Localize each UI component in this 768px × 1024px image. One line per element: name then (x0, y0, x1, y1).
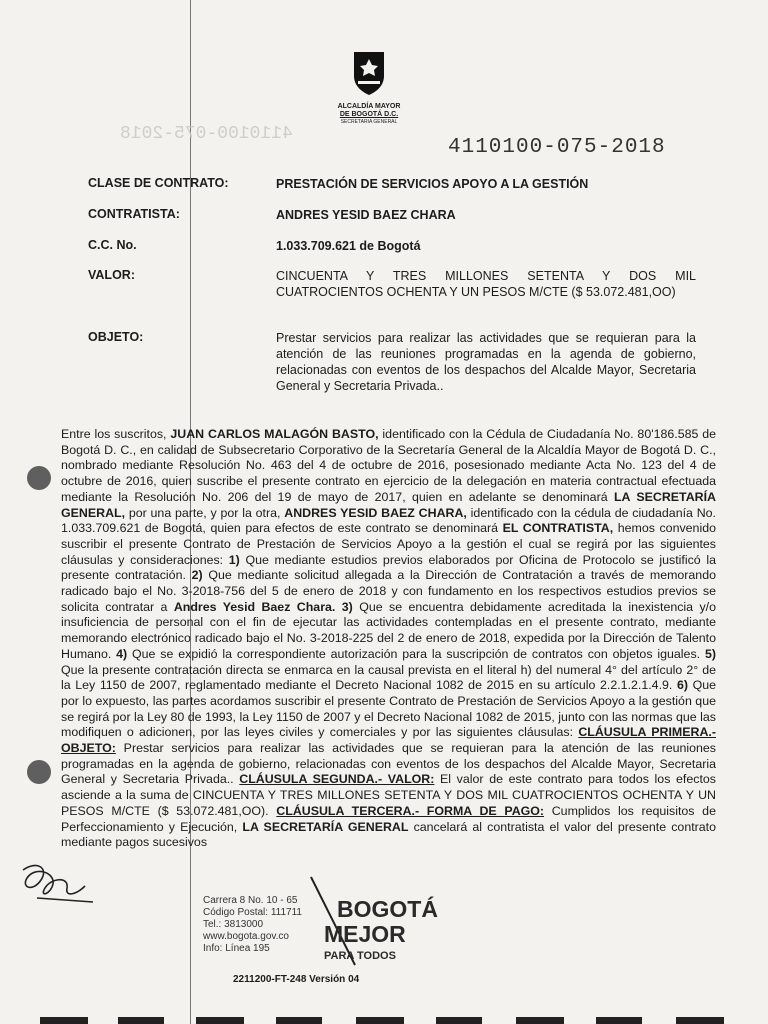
field-value: ANDRES YESID BAEZ CHARA (276, 208, 456, 222)
scan-edge-mark (436, 1017, 482, 1024)
scan-edge-mark (676, 1017, 724, 1024)
bogota-mejor-logo (307, 875, 438, 967)
svg-text:PARA TODOS: PARA TODOS (324, 950, 396, 962)
contract-body: Entre los suscritos, JUAN CARLOS MALAGÓN BASTO, identificado con la Cédula de Ciudadanía No. 80'186.585 de Bogotá D. C., en calidad de Subsecretario Corporativo de la Secretaría General de la Alcaldía Mayor de Bogotá D. C., nombrado mediante Resolución No. 463 del 4 de octubre de 2016, posesionado mediante Acta No. 123 del 4 de octubre de 2016, quien suscribe el presente contrato en ejercicio de la delegación en materia contractual efectuada mediante la Resolución No. 206 del 19 de mayo de 2017, quien en adelante se denominará LA SECRETARÍA GENERAL, por una parte, y por la otra, ANDRES YESID BAEZ CHARA, identificado con la cédula de ciudadanía No. 1.033.709.621 de Bogotá, quien para efectos de este contrato se denominará EL CONTRATISTA, hemos convenido suscribir el presente Contrato de Prestación de Servicios Apoyo a la gestión el cual se regirá por las siguientes cláusulas y consideraciones: 1) Que mediante estudios previos elaborados por Oficina de Protocolo se justificó la presente contratación. 2) Que mediante solicitud allegada a la Dirección de Contratación a través de memorando radicado bajo el No. 3-2018-756 del 5 de enero de 2018 y con fundamento en los respectivos estudios previos se solicita contratar a Andres Yesid Baez Chara. 3) Que se encuentra debidamente acreditada la inexistencia y/o insuficiencia de personal con el fin de ejecutar las actividades contempladas en el presente contrato, mediante memorando electrónico radicado bajo el No. 3-2018-225 del 2 de enero de 2018, expedida por la Dirección de Talento Humano. 4) Que se expidió la correspondiente autorización para la suscripción de contratos con objetos iguales. 5) Que la presente contratación directa se enmarca en la causal prevista en el literal h) del numeral 4° del artículo 2° de la Ley 1150 de 2007, reglamentado mediante el Decreto Nacional 1082 de 2015 en su artículo 2.2.1.2.1.4.9. 6) Que por lo expuesto, las partes acordamos suscribir el presente Contrato de Prestación de Servicios Apoyo a la gestión que se regirá por la Ley 80 de 1993, la Ley 1150 de 2007 y el Decreto Nacional 1082 de 2015, junto con las normas que las modifiquen o adicionen, por las leyes civiles y comerciales y por las siguientes cláusulas: CLÁUSULA PRIMERA.- OBJETO: Prestar servicios para realizar las actividades que se requieran para la atención de las reuniones programadas en la agenda de gobierno, relacionadas con eventos de los despachos del Alcalde Mayor, Secretaria General y Secretaria Privada.. CLÁUSULA SEGUNDA.- VALOR: El valor de este contrato para todos los efectos asciende a la suma de CINCUENTA Y TRES MILLONES SETENTA Y DOS MIL CUATROCIENTOS OCHENTA Y UN PESOS M/CTE ($ 53.072.481,OO). CLÁUSULA TERCERA.- FORMA DE PAGO: Cumplidos los requisitos de Perfeccionamiento y Ejecución, LA SECRETARÍA GENERAL cancelará al contratista el valor del presente contrato mediante pagos sucesivos (61, 427, 717, 850)
scan-edge-mark (40, 1017, 88, 1024)
bleed-through-number: 4110100-075-2018 (120, 124, 293, 144)
punch-hole (27, 760, 51, 784)
entity-name-line2: DE BOGOTÁ D.C. (339, 111, 399, 118)
scan-edge-mark (356, 1017, 404, 1024)
field-label: CLASE DE CONTRATO: (88, 176, 229, 190)
signature-icon (15, 858, 97, 908)
svg-text:BOGOTÁ: BOGOTÁ (337, 896, 438, 922)
field-label: CONTRATISTA: (88, 207, 180, 221)
scan-edge-mark (596, 1017, 642, 1024)
field-value: 1.033.709.621 de Bogotá (276, 239, 421, 253)
field-value: PRESTACIÓN DE SERVICIOS APOYO A LA GESTIÓN (276, 177, 589, 191)
svg-text:MEJOR: MEJOR (324, 921, 406, 947)
scan-edge-mark (196, 1017, 244, 1024)
scan-edge-mark (516, 1017, 564, 1024)
footer-address: Carrera 8 No. 10 - 65 Código Postal: 111711 Tel.: 3813000 www.bogota.gov.co Info: Línea 195 (203, 895, 302, 954)
field-value: CINCUENTA Y TRES MILLONES SETENTA Y DOS MIL CUATROCIENTOS OCHENTA Y UN PESOS M/CTE ($ 53.072.481,OO) (276, 269, 696, 299)
punch-hole (27, 466, 51, 490)
scan-edge-mark (276, 1017, 322, 1024)
field-label: VALOR: (88, 268, 135, 282)
bogota-crest-icon (349, 48, 389, 96)
form-version-id: 2211200-FT-248 Versión 04 (233, 974, 360, 985)
entity-logo (326, 48, 412, 126)
field-label: C.C. No. (88, 238, 137, 252)
scan-edge-mark (118, 1017, 164, 1024)
entity-department: SECRETARIA GENERAL (340, 119, 398, 125)
contract-number: 4110100-075-2018 (448, 136, 666, 159)
field-label: OBJETO: (88, 330, 144, 344)
entity-name-line1: ALCALDÍA MAYOR (337, 103, 401, 110)
field-value: Prestar servicios para realizar las actividades que se requieran para la atención de las reuniones programadas en la agenda de gobierno, relacionadas con eventos de los despachos del Alcalde Mayor, Secretaria General y Secretaria Privada.. (276, 331, 696, 393)
